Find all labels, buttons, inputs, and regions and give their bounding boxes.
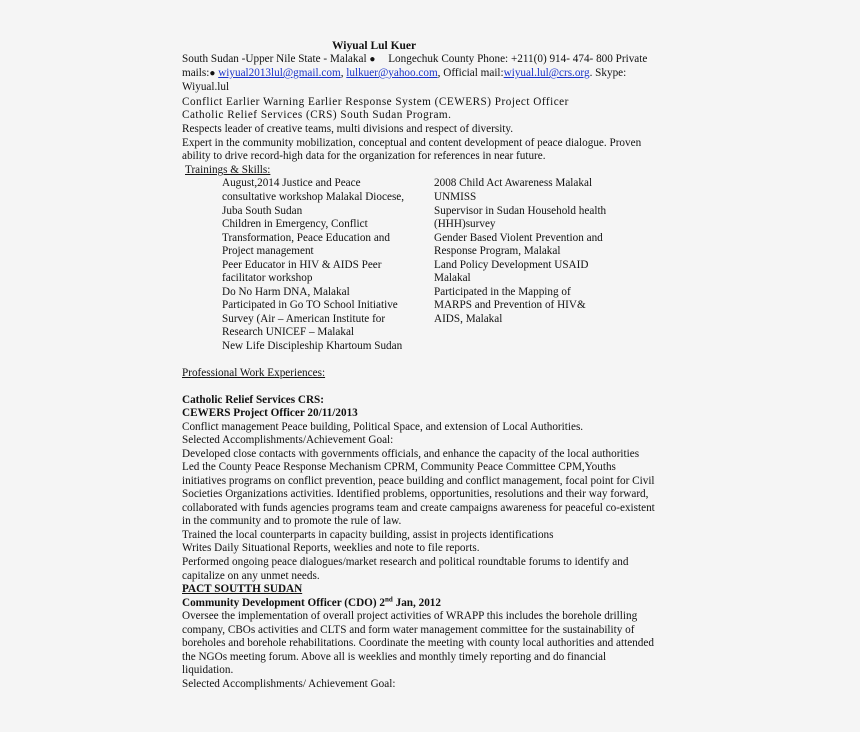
address-text: South Sudan -Upper Nile State - Malakal	[182, 53, 367, 65]
training-item: UNMISS	[434, 191, 477, 203]
training-item: 2008 Child Act Awareness Malakal	[434, 177, 593, 189]
training-item: Response Program, Malakal	[434, 245, 561, 257]
job-detail-line: Oversee the implementation of overall project activities of WRAPP this includes the borehole drilling	[182, 610, 638, 622]
job-detail-line: Writes Daily Situational Reports, weeklies and note to file reports.	[182, 542, 480, 554]
training-item: AIDS, Malakal	[434, 313, 503, 325]
summary-line: Expert in the community mobilization, conceptual and content development of peace dialogue. Proven	[182, 137, 642, 149]
training-item: New Life Discipleship Khartoum Sudan	[222, 340, 403, 352]
job-detail-line: liquidation.	[182, 664, 234, 676]
training-item: August,2014 Justice and Peace	[222, 177, 361, 189]
training-item: Transformation, Peace Education and	[222, 232, 390, 244]
training-item: Project management	[222, 245, 314, 257]
job-title	[182, 597, 441, 611]
training-item: Juba South Sudan	[222, 205, 303, 217]
bullet-icon: ●	[369, 54, 376, 65]
job-detail-line: Conflict management Peace building, Political Space, and extension of Local Authorities.	[182, 421, 584, 433]
address-line	[182, 53, 647, 67]
mails-line	[182, 67, 626, 81]
job-detail-line: Trained the local counterparts in capacity building, assist in projects identifications	[182, 529, 554, 541]
training-item: facilitator workshop	[222, 272, 313, 284]
training-item: Participated in Go TO School Initiative	[222, 299, 398, 311]
email-link-yahoo[interactable]: lulkuer@yahoo.com	[346, 67, 438, 79]
job-detail-line: the NGOs meeting forum. Above all is weeklies and monthly timely reporting and do financial	[182, 651, 607, 663]
skype-id: Wiyual.lul	[182, 81, 230, 93]
trainings-heading: Trainings & Skills:	[185, 164, 271, 176]
email-link-gmail[interactable]: wiyual2013lul@gmail.com	[218, 67, 341, 79]
job-title-date: Jan, 2012	[392, 597, 441, 609]
job-title: CEWERS Project Officer 20/11/2013	[182, 407, 358, 419]
job-detail-line: Developed close contacts with governments officials, and enhance the capacity of the local authorities	[182, 448, 640, 460]
training-item: Do No Harm DNA, Malakal	[222, 286, 350, 298]
job-detail-line: initiatives programs on conflict prevention, peace building and conflict management, focal point for Civil	[182, 475, 655, 487]
job-detail-line: Societies Organizations activities. Identified problems, opportunities, resolutions and their way forward,	[182, 488, 649, 500]
job-detail-line: Selected Accomplishments/Achievement Goal:	[182, 434, 394, 446]
bullet-icon: ●	[209, 68, 216, 79]
employer-name: PACT SOUTTH SUDAN	[182, 583, 303, 595]
job-detail-line: Selected Accomplishments/ Achievement Goal:	[182, 678, 396, 690]
training-item: consultative workshop Malakal Diocese,	[222, 191, 405, 203]
training-item: Research UNICEF – Malakal	[222, 326, 355, 338]
training-item: Children in Emergency, Conflict	[222, 218, 368, 230]
training-item: Gender Based Violent Prevention and	[434, 232, 603, 244]
role-organization: Catholic Relief Services (CRS) South Sudan Program.	[182, 109, 452, 121]
job-detail-line: in the community and to promote the rule of law.	[182, 515, 402, 527]
role-title: Conflict Earlier Warning Earlier Response System (CEWERS) Project Officer	[182, 96, 569, 108]
email-separator: ,	[340, 67, 347, 79]
summary-line: Respects leader of creative teams, multi divisions and respect of diversity.	[182, 123, 514, 135]
summary-line: ability to drive record-high data for the organization for references in near future.	[182, 150, 546, 162]
training-item: (HHH)survey	[434, 218, 496, 230]
job-title-text: Community Development Officer (CDO) 2	[182, 597, 385, 609]
resume-name: Wiyual Lul Kuer	[332, 40, 417, 52]
training-item: Malakal	[434, 272, 471, 284]
job-detail-line: Performed ongoing peace dialogues/market research and political roundtable forums to identify and	[182, 556, 629, 568]
mails-label: mails:	[182, 67, 210, 79]
official-mail-label: , Official mail:	[437, 67, 504, 79]
training-item: Peer Educator in HIV & AIDS Peer	[222, 259, 382, 271]
job-detail-line: collaborated with funds agencies programs team and create campaigns awareness for peaceful co-existent	[182, 502, 655, 514]
training-item: Supervisor in Sudan Household health	[434, 205, 607, 217]
employer-name: Catholic Relief Services CRS:	[182, 394, 324, 406]
experience-heading: Professional Work Experiences:	[182, 367, 326, 379]
job-detail-line: Led the County Peace Response Mechanism CPRM, Community Peace Committee CPM,Youths	[182, 461, 616, 473]
training-item: Survey (Air – American Institute for	[222, 313, 386, 325]
job-detail-line: capitalize on any unmet needs.	[182, 570, 320, 582]
training-item: Participated in the Mapping of	[434, 286, 571, 298]
training-item: MARPS and Prevention of HIV&	[434, 299, 586, 311]
phone-text: Longechuk County Phone: +211(0) 914- 474- 800 Private	[388, 53, 648, 65]
email-link-crs[interactable]: wiyual.lul@crs.org	[503, 67, 590, 79]
job-detail-line: boreholes and borehole rehabilitations. Coordinate the meeting with county local authorities and attended	[182, 637, 654, 649]
skype-label: . Skype:	[589, 67, 627, 79]
job-detail-line: company, CBOs activities and CLTS and form water management committee for the sustainability of	[182, 624, 635, 636]
ordinal-suffix: nd	[385, 595, 393, 604]
training-item: Land Policy Development USAID	[434, 259, 589, 271]
